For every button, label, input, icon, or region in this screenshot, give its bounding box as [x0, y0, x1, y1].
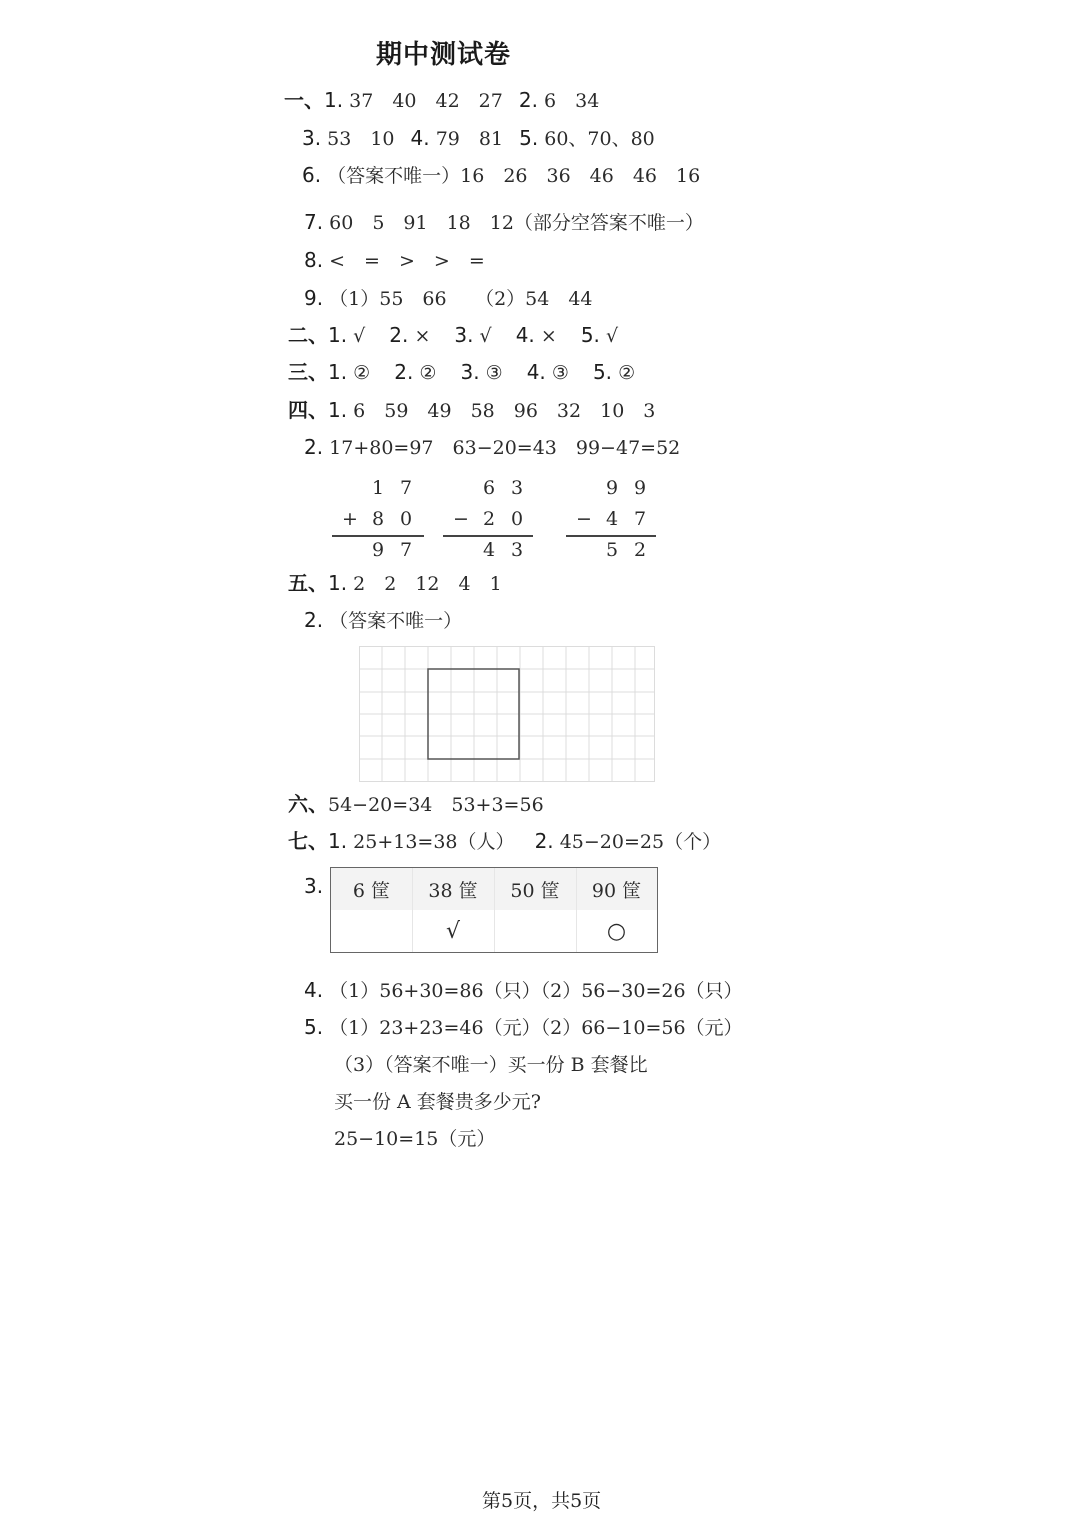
- q-number: 5.: [592, 360, 613, 384]
- answer-text: 60 5 91 18 12（部分空答案不唯一）: [329, 212, 704, 234]
- sec4-label: 四、: [288, 398, 328, 422]
- sec1-row5: [304, 246, 485, 274]
- q-number: 3.: [304, 874, 324, 898]
- digit: 7: [400, 539, 413, 561]
- baskets-table: [330, 867, 658, 953]
- q-number: 2.: [534, 829, 554, 853]
- q-number: 5.: [519, 126, 539, 150]
- q-number: 3.: [454, 323, 474, 347]
- answer-mark: √: [605, 325, 619, 347]
- digit: 8: [372, 508, 385, 530]
- sec5-label: 五、: [288, 571, 328, 595]
- operator: −: [453, 508, 469, 530]
- digit: 3: [511, 477, 524, 499]
- answer-text: 25+13=38（人）: [353, 831, 515, 853]
- sec4-row2: [304, 433, 680, 461]
- q-number: 1.: [328, 571, 348, 595]
- operator: −: [576, 508, 592, 530]
- table-header-cell: 90 筐: [591, 879, 642, 902]
- digit: 0: [400, 508, 413, 530]
- sec4-row1: [288, 396, 655, 424]
- q-number: 1.: [328, 323, 348, 347]
- answer-mark: ②: [353, 362, 371, 384]
- answer-text: （答案不唯一）16 26 36 46 46 16: [327, 165, 701, 187]
- answer-mark: ③: [551, 362, 569, 384]
- digit: 0: [511, 508, 524, 530]
- answer-text: 17+80=97 63−20=43 99−47=52: [329, 437, 681, 459]
- q-number: 6.: [302, 163, 322, 187]
- table-mark-cell: √: [445, 918, 461, 944]
- q-number: 4.: [515, 323, 535, 347]
- digit: 7: [634, 508, 647, 530]
- table-mark-cell: ○: [606, 918, 627, 944]
- digit: 7: [400, 477, 413, 499]
- table-header-cell: 50 筐: [510, 879, 560, 902]
- sec6-row: [288, 790, 544, 818]
- digit: 4: [483, 539, 496, 561]
- answer-mark: √: [479, 325, 492, 347]
- q-number: 1.: [328, 360, 348, 384]
- answer-text: （1）23+23=46（元）（2）66−10=56（元）: [329, 1017, 743, 1039]
- vertical-calc-2: [443, 473, 533, 566]
- answer-text: （1）55 66 （2）54 44: [329, 288, 593, 310]
- q-number: 8.: [304, 248, 324, 272]
- q-number: 4.: [526, 360, 546, 384]
- q-number: 1.: [324, 88, 344, 112]
- sec1-row4: [304, 208, 704, 236]
- digit: 6: [483, 477, 496, 499]
- sec7-row5-line2: （3）（答案不唯一）买一份 B 套餐比: [334, 1054, 648, 1076]
- q-number: 4.: [410, 126, 430, 150]
- digit: 4: [606, 508, 619, 530]
- table-mark-cell: [331, 910, 412, 952]
- answer-text: （答案不唯一）: [329, 610, 463, 632]
- sec1-row6: [304, 284, 593, 312]
- square-grid-figure: [359, 646, 655, 782]
- sec3-label: 三、: [288, 360, 328, 384]
- answer-mark: ②: [618, 362, 636, 384]
- answer-text: 6 34: [544, 90, 600, 112]
- digit: 1: [372, 477, 385, 499]
- q-number: 2.: [389, 323, 409, 347]
- q-number: 7.: [304, 210, 324, 234]
- sec2-label: 二、: [288, 323, 328, 347]
- sec5-row1: [288, 569, 502, 597]
- q-number: 2.: [304, 608, 324, 632]
- q-number: 2.: [394, 360, 414, 384]
- sec7-row1: [288, 827, 721, 855]
- q-number: 3.: [460, 360, 480, 384]
- answer-mark: ②: [419, 362, 437, 384]
- q-number: 5.: [304, 1015, 324, 1039]
- sec6-label: 六、: [288, 792, 328, 816]
- q-number: 3.: [302, 126, 322, 150]
- digit: 5: [606, 539, 619, 561]
- table-header-cell: 38 筐: [428, 879, 478, 902]
- sec7-row5-line3: 买一份 A 套餐贵多少元?: [334, 1091, 541, 1113]
- q-number: 5.: [580, 323, 600, 347]
- digit: 3: [511, 539, 524, 561]
- q-number: 1.: [328, 829, 348, 853]
- answer-text: < = > > =: [329, 250, 485, 272]
- digit: 9: [372, 539, 385, 561]
- sec7-label: 七、: [288, 829, 328, 853]
- answer-mark: ③: [485, 362, 503, 384]
- answer-text: 53 10: [327, 128, 395, 150]
- answer-text: 60、70、80: [544, 128, 655, 150]
- sec2-row: [288, 321, 618, 349]
- digit: 9: [606, 477, 619, 499]
- q-number: 2.: [518, 88, 538, 112]
- digit: 2: [483, 508, 496, 530]
- sec1-label: 一、: [284, 88, 324, 112]
- sec7-row4: [304, 976, 743, 1004]
- sec3-row: [288, 358, 635, 386]
- digit: 9: [634, 477, 647, 499]
- page-footer: 第5页，共5页: [482, 1490, 602, 1512]
- sec7-q3-number-row: [304, 872, 323, 900]
- answer-text: 6 59 49 58 96 32 10 3: [353, 400, 656, 422]
- sec7-row5: [304, 1013, 743, 1041]
- table-header-cell: 6 筐: [352, 879, 391, 902]
- q-number: 1.: [328, 398, 348, 422]
- answer-mark: ×: [414, 325, 431, 347]
- answer-text: 79 81: [435, 128, 504, 150]
- q-number: 9.: [304, 286, 324, 310]
- answer-mark: √: [353, 325, 366, 347]
- sec1-row1: [284, 86, 599, 114]
- digit: 2: [634, 539, 647, 561]
- vertical-calc-3: [566, 473, 656, 566]
- sec1-row3: [302, 161, 700, 189]
- answer-text: 2 2 12 4 1: [353, 573, 502, 595]
- page-title: 期中测试卷: [376, 40, 512, 70]
- operator: +: [342, 508, 358, 530]
- q-number: 4.: [304, 978, 324, 1002]
- sec1-row2: [302, 124, 655, 152]
- sec7-row5-line4: 25−10=15（元）: [334, 1128, 496, 1150]
- vertical-calc-1: [332, 473, 424, 566]
- answer-text: 45−20=25（个）: [559, 831, 722, 853]
- answer-text: 37 40 42 27: [349, 90, 503, 112]
- answer-text: 54−20=34 53+3=56: [328, 794, 544, 816]
- table-mark-cell: [494, 910, 576, 952]
- answer-text: （1）56+30=86（只）（2）56−30=26（只）: [329, 980, 743, 1002]
- q-number: 2.: [304, 435, 324, 459]
- answer-mark: ×: [540, 325, 557, 347]
- sec5-row2: [304, 606, 462, 634]
